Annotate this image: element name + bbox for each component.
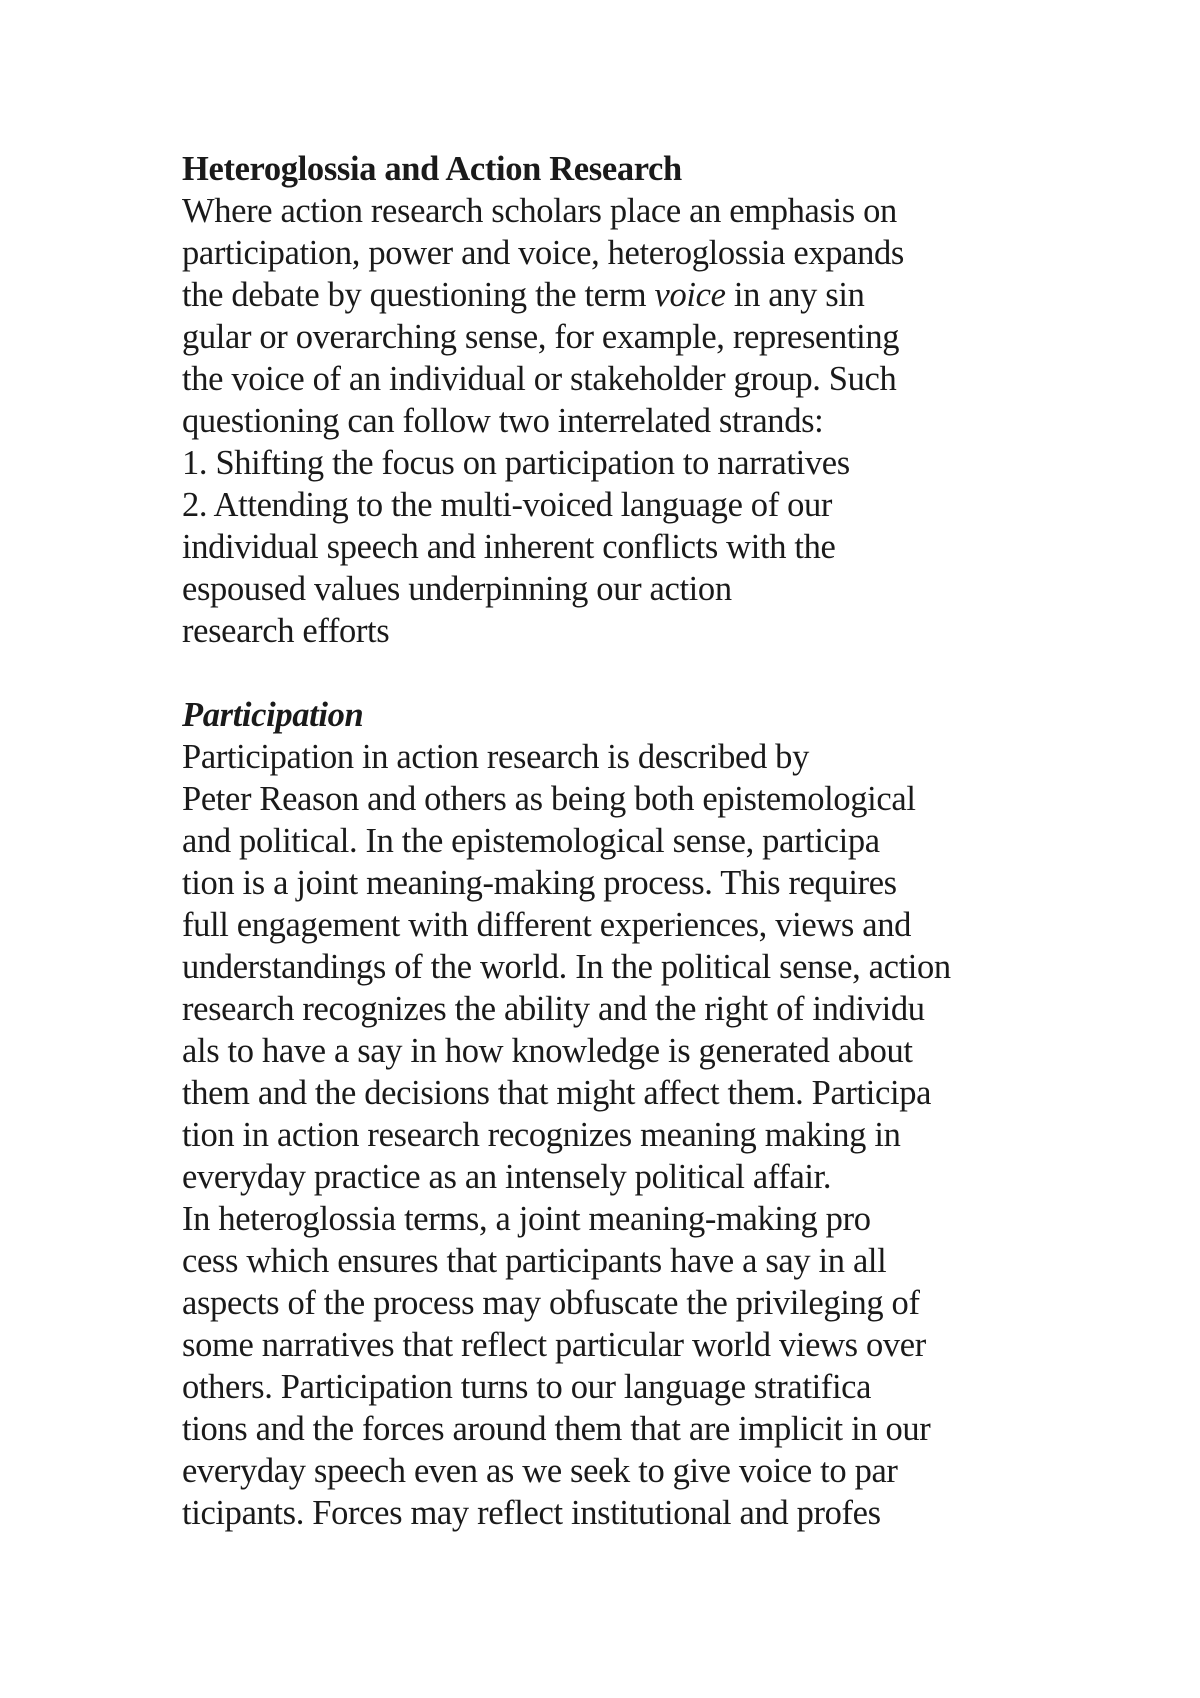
paragraph-line: research recognizes the ability and the right of individu [182, 990, 925, 1028]
paragraph-line: tion in action research recognizes meaning making in [182, 1116, 901, 1154]
section-title: Heteroglossia and Action Research [182, 150, 682, 188]
section-participation [182, 694, 1082, 1534]
paragraph-line [182, 274, 1082, 316]
paragraph-line: Peter Reason and others as being both epistemological [182, 780, 916, 818]
paragraph-line: Participation in action research is described by [182, 738, 809, 776]
paragraph-line: full engagement with different experiences, views and [182, 906, 911, 944]
paragraph-line: everyday practice as an intensely political affair. [182, 1158, 832, 1196]
paragraph-line: gular or overarching sense, for example, representing [182, 318, 900, 356]
list-item-2-continued: individual speech and inherent conflicts with the [182, 528, 836, 566]
list-item-2-continued: research efforts [182, 612, 390, 650]
section-spacer [182, 652, 1082, 694]
section-heteroglossia [182, 148, 1082, 652]
paragraph-line: In heteroglossia terms, a joint meaning-making pro [182, 1200, 871, 1238]
paragraph-line: tion is a joint meaning-making process. This requires [182, 864, 897, 902]
paragraph-line: the voice of an individual or stakeholder group. Such [182, 360, 897, 398]
list-item-2-continued: espoused values underpinning our action [182, 570, 732, 608]
document-page [182, 148, 1082, 1534]
paragraph-line: understandings of the world. In the political sense, action [182, 948, 951, 986]
paragraph-line: and political. In the epistemological sense, participa [182, 822, 880, 860]
paragraph-line: participation, power and voice, heteroglossia expands [182, 234, 905, 272]
paragraph-line: them and the decisions that might affect them. Participa [182, 1074, 932, 1112]
text-run: in any sin [725, 276, 865, 314]
paragraph-line: some narratives that reflect particular world views over [182, 1326, 926, 1364]
paragraph-line: questioning can follow two interrelated strands: [182, 402, 824, 440]
paragraph-line: others. Participation turns to our language stratifica [182, 1368, 872, 1406]
paragraph-line: everyday speech even as we seek to give voice to par [182, 1452, 898, 1490]
list-item-1: 1. Shifting the focus on participation to narratives [182, 444, 850, 482]
paragraph-line: aspects of the process may obfuscate the privileging of [182, 1284, 920, 1322]
section-subheading: Participation [182, 696, 364, 734]
paragraph-line: cess which ensures that participants have a say in all [182, 1242, 887, 1280]
list-item-2: 2. Attending to the multi-voiced language of our [182, 486, 833, 524]
paragraph-line: ticipants. Forces may reflect institutional and profes [182, 1494, 881, 1532]
paragraph-line: tions and the forces around them that are implicit in our [182, 1410, 931, 1448]
emphasized-term: voice [654, 276, 726, 314]
paragraph-line: als to have a say in how knowledge is generated about [182, 1032, 913, 1070]
text-run: the debate by questioning the term [182, 276, 655, 314]
paragraph-line: Where action research scholars place an emphasis on [182, 192, 897, 230]
